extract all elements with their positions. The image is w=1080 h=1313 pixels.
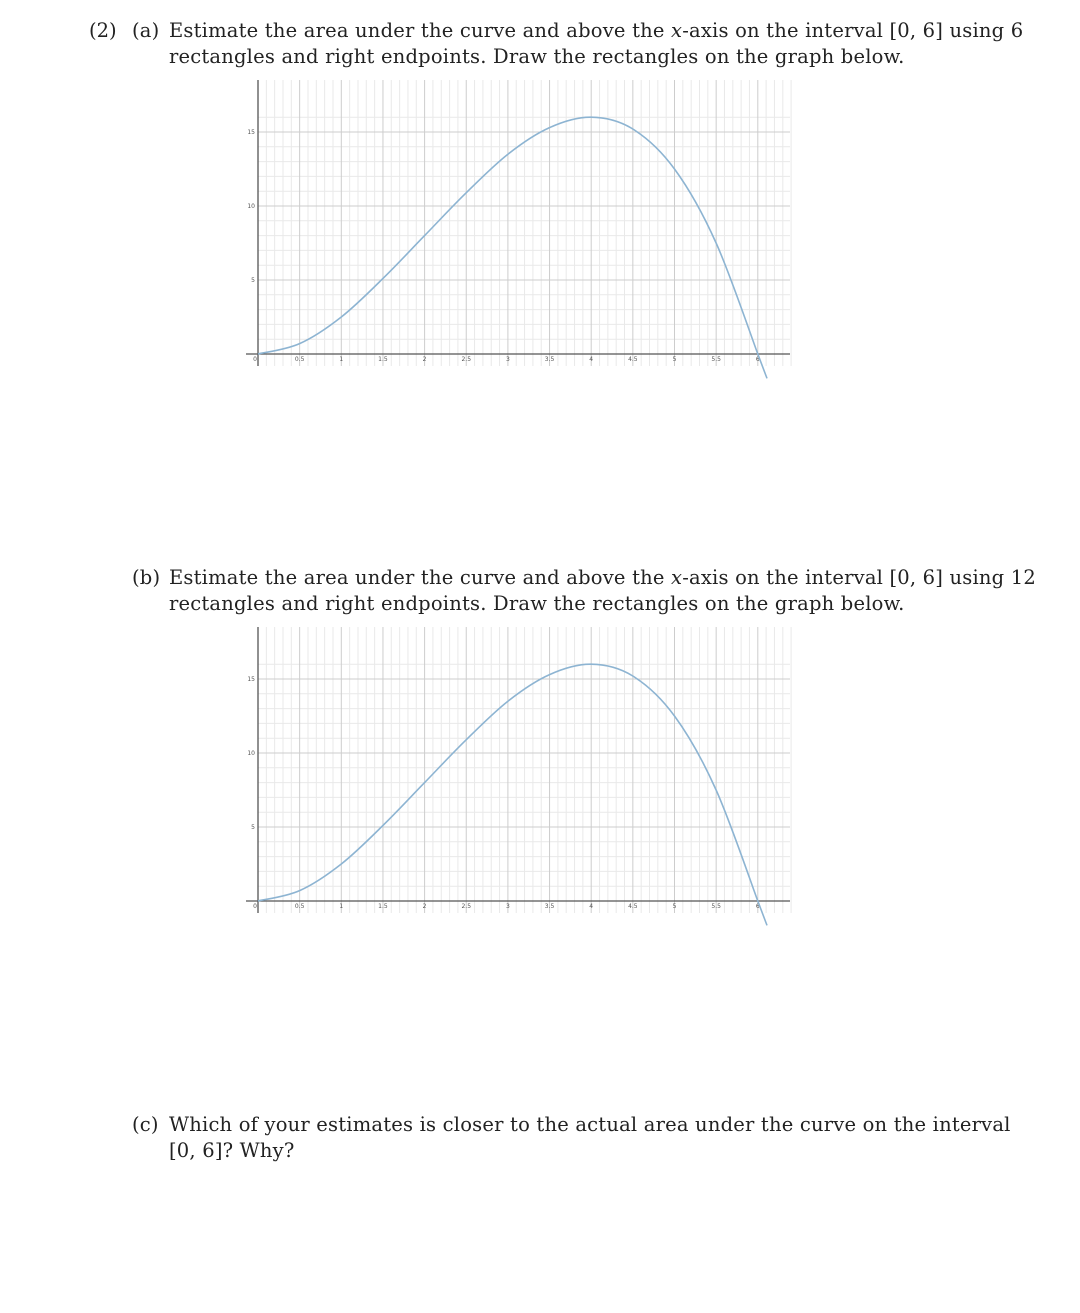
- x-tick-label: 6: [755, 356, 760, 363]
- x-tick-label: 5.5: [711, 356, 721, 363]
- x-tick-label: 2: [422, 903, 427, 910]
- x-tick-label: 5: [672, 903, 677, 910]
- x-tick-label: 2.5: [461, 903, 472, 910]
- part-c-label: (c): [132, 1113, 159, 1136]
- problem-number: (2): [89, 19, 117, 42]
- x-tick-label: 4.5: [628, 903, 638, 910]
- x-tick-label: 5: [672, 356, 677, 363]
- x-tick-label: 1: [339, 903, 344, 910]
- y-tick-label: 5: [251, 277, 255, 284]
- x-tick-label: 0.5: [294, 903, 305, 910]
- x-tick-label: 3.5: [544, 356, 555, 363]
- part-b-text: (b) Estimate the area under the curve and above the x-axis on the interval [0, 6] using 12 rectangles and right endpoints. Draw the rectangles on the graph below.: [132, 566, 1036, 615]
- x-tick-label: 2.5: [461, 356, 472, 363]
- x-tick-label: 6: [755, 903, 760, 910]
- x-tick-label: 2: [422, 356, 427, 363]
- x-tick-label: 1.5: [378, 356, 388, 363]
- x-tick-label: 0: [253, 356, 257, 363]
- graph-part-a: [240, 78, 796, 372]
- x-tick-label: 4.5: [628, 356, 638, 363]
- x-tick-label: 3: [505, 356, 510, 363]
- x-tick-label: 1.5: [378, 903, 388, 910]
- part-b-label: (b): [132, 566, 161, 589]
- y-tick-label: 15: [247, 676, 255, 683]
- x-tick-label: 0.5: [294, 356, 305, 363]
- y-tick-label: 15: [247, 129, 255, 136]
- part-a-label: (a): [132, 19, 160, 42]
- x-tick-label: 5.5: [711, 903, 721, 910]
- part-a-text: (a) Estimate the area under the curve and above the x-axis on the interval [0, 6] using 6 rectangles and right endpoints. Draw the rectangles on the graph below.: [132, 19, 1024, 68]
- graph-part-b: [240, 625, 796, 919]
- x-tick-label: 3.5: [544, 903, 555, 910]
- x-tick-label: 4: [589, 903, 594, 910]
- y-tick-label: 10: [247, 203, 255, 210]
- x-tick-label: 3: [505, 903, 510, 910]
- x-tick-label: 4: [589, 356, 594, 363]
- x-tick-label: 0: [253, 903, 257, 910]
- y-tick-label: 5: [251, 824, 255, 831]
- part-c-text: (c) Which of your estimates is closer to the actual area under the curve on the interval [0, 6]? Why?: [132, 1113, 1011, 1162]
- y-tick-label: 10: [247, 750, 255, 757]
- x-tick-label: 1: [339, 356, 344, 363]
